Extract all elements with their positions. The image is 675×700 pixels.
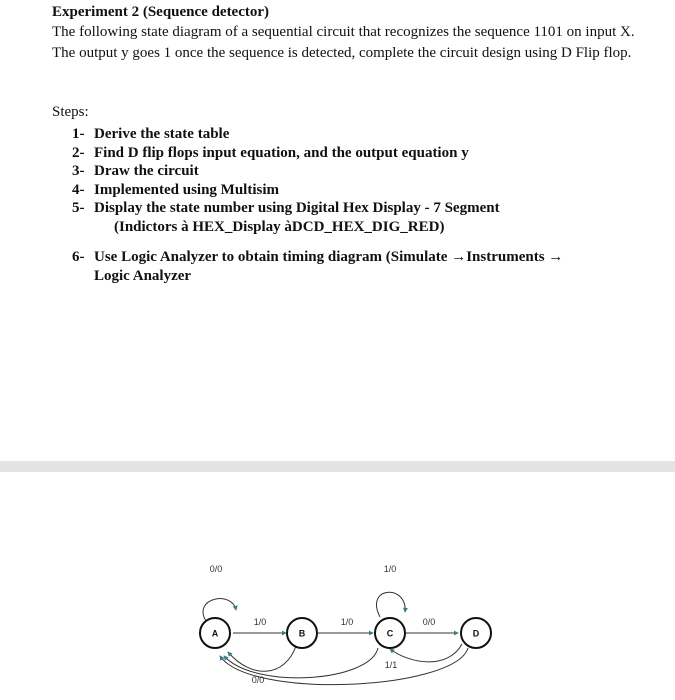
step-number: 1- <box>72 126 85 142</box>
state-label: D <box>472 628 480 639</box>
step-number: 5- <box>72 200 85 216</box>
step-number: 4- <box>72 181 85 198</box>
step-text: Draw the circuit <box>94 163 199 179</box>
step-text: Implemented using Multisim <box>94 181 280 198</box>
step-text: Display the state number using Digital Hex Display - 7 Segment <box>94 200 500 216</box>
step-text: Find D flip flops input equation, and the output equation y <box>94 144 469 161</box>
label-b-to-c: 1/0 <box>340 617 354 627</box>
experiment-title: Experiment 2 (Sequence detector) <box>52 4 270 20</box>
state-label: A <box>211 628 219 639</box>
steps-label: Steps: <box>52 104 89 120</box>
steps-list <box>72 125 563 285</box>
self-loop-a <box>203 599 236 621</box>
self-loop-c <box>376 592 405 617</box>
state-node-d <box>461 618 491 648</box>
step-subtext: (Indictors à HEX_Display àDCD_HEX_DIG_RED) <box>114 218 445 235</box>
state-label: B <box>298 628 306 639</box>
step-number: 3- <box>72 163 85 179</box>
step-text: Derive the state table <box>94 126 230 142</box>
step-item <box>72 181 563 200</box>
label-c-to-d: 0/0 <box>422 617 436 627</box>
state-label: C <box>386 628 394 639</box>
step-continuation: Logic Analyzer <box>94 267 192 284</box>
step-item <box>72 248 563 285</box>
edge-d-to-c <box>390 644 462 662</box>
label-a-self: 0/0 <box>209 564 223 574</box>
label-a-to-b: 1/0 <box>253 617 267 627</box>
section-divider <box>0 461 675 472</box>
step-text: Use Logic Analyzer to obtain timing diagram (Simulate →Instruments → <box>94 249 564 265</box>
state-diagram <box>0 540 675 700</box>
step-number: 2- <box>72 144 85 161</box>
intro-paragraph: The following state diagram of a sequential circuit that recognizes the sequence 1101 on input X. The output y goes 1 once the sequence is detected, complete the circuit design using D Flip flop. <box>52 24 635 61</box>
step-item <box>72 144 563 163</box>
state-node-a <box>200 618 230 648</box>
step-item <box>72 125 563 144</box>
step-number: 6- <box>72 249 85 265</box>
step-item <box>72 162 563 181</box>
state-node-b <box>287 618 317 648</box>
label-d-to-c: 1/1 <box>384 660 398 670</box>
edge-b-to-a <box>228 646 296 671</box>
step-item <box>72 199 563 236</box>
label-c-self: 1/0 <box>383 564 397 574</box>
state-node-c <box>375 618 405 648</box>
label-b-to-a: 0/0 <box>251 675 265 685</box>
